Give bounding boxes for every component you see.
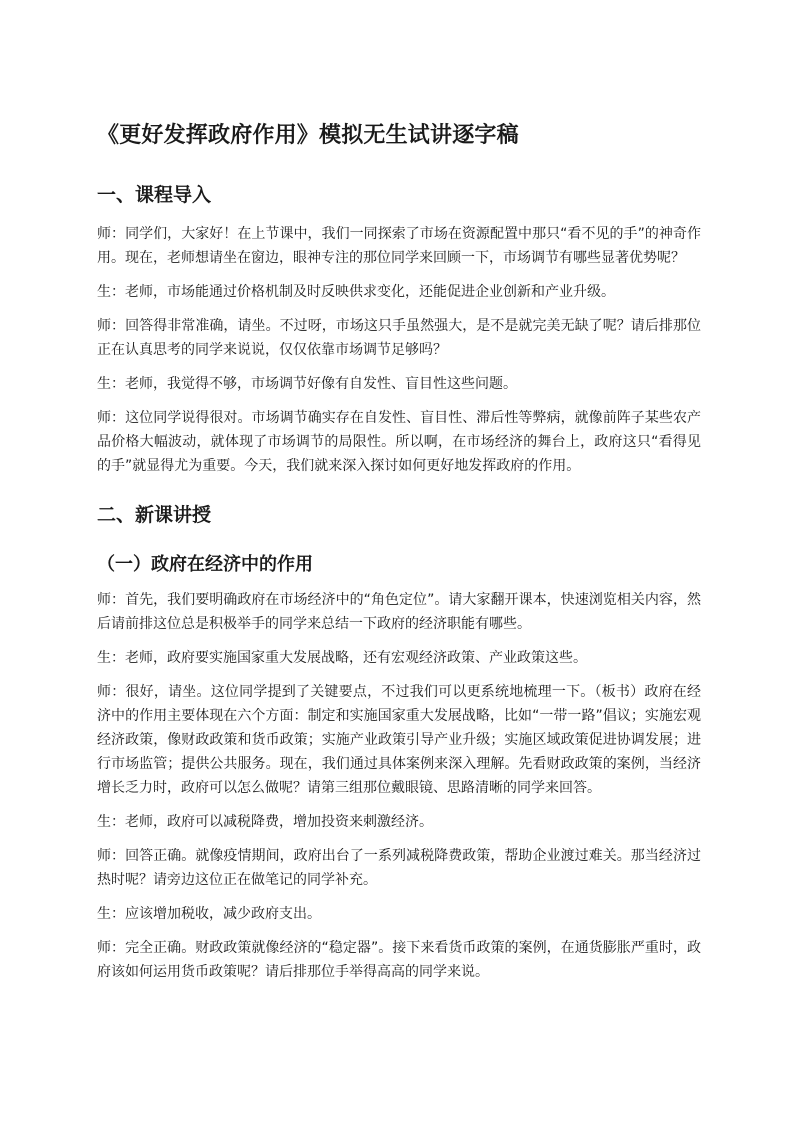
paragraph: 师：首先，我们要明确政府在市场经济中的“角色定位”。请大家翻开课本，快速浏览相关内容，然后请前排这位总是积极举手的同学来总结一下政府的经济职能有哪些。 (97, 592, 701, 632)
paragraph: 师：同学们，大家好！在上节课中，我们一同探索了市场在资源配置中那只“看不见的手”的神奇作用。现在，老师想请坐在窗边，眼神专注的那位同学来回顾一下，市场调节有哪些显著优势呢？ (97, 226, 701, 266)
paragraph: 师：回答得非常准确，请坐。不过呀，市场这只手虽然强大，是不是就完美无缺了呢？请后排那位正在认真思考的同学来说说，仅仅依靠市场调节足够吗？ (97, 318, 701, 358)
paragraph: 师：这位同学说得很对。市场调节确实存在自发性、盲目性、滞后性等弊病，就像前阵子某些农产品价格大幅波动，就体现了市场调节的局限性。所以啊，在市场经济的舞台上，政府这只“看得见的手”就显得尤为重要。今天，我们就来深入探讨如何更好地发挥政府的作用。 (97, 410, 701, 474)
subsection-heading-government-role: （一）政府在经济中的作用 (97, 554, 313, 575)
paragraph: 生：应该增加税收，减少政府支出。 (97, 906, 321, 922)
section-heading-new-lesson: 二、新课讲授 (97, 504, 212, 526)
paragraph: 生：老师，政府可以减税降费，增加投资来刺激经济。 (97, 814, 433, 830)
document-title: 《更好发挥政府作用》模拟无生试讲逐字稿 (97, 123, 519, 148)
paragraph: 生：老师，我觉得不够，市场调节好像有自发性、盲目性这些问题。 (97, 376, 517, 392)
paragraph: 生：老师，政府要实施国家重大发展战略，还有宏观经济政策、产业政策这些。 (97, 650, 587, 666)
section-heading-course-intro: 一、课程导入 (97, 184, 212, 206)
paragraph: 师：完全正确。财政政策就像经济的“稳定器”。接下来看货币政策的案例，在通货膨胀严重时，政府该如何运用货币政策呢？请后排那位手举得高高的同学来说。 (97, 940, 701, 980)
document-page (97, 118, 701, 994)
paragraph: 生：老师，市场能通过价格机制及时反映供求变化，还能促进企业创新和产业升级。 (97, 284, 615, 300)
paragraph: 师：很好，请坐。这位同学提到了关键要点，不过我们可以更系统地梳理一下。（板书）政府在经济中的作用主要体现在六个方面：制定和实施国家重大发展战略，比如“一带一路”倡议；实施宏观经济政策，像财政政策和货币政策；实施产业政策引导产业升级；实施区域政策促进协调发展；进行市场监管；提供公共服务。现在，我们通过具体案例来深入理解。先看财政政策的案例，当经济增长乏力时，政府可以怎么做呢？请第三组那位戴眼镜、思路清晰的同学来回答。 (97, 684, 701, 796)
paragraph: 师：回答正确。就像疫情期间，政府出台了一系列减税降费政策，帮助企业渡过难关。那当经济过热时呢？请旁边这位正在做笔记的同学补充。 (97, 848, 701, 888)
